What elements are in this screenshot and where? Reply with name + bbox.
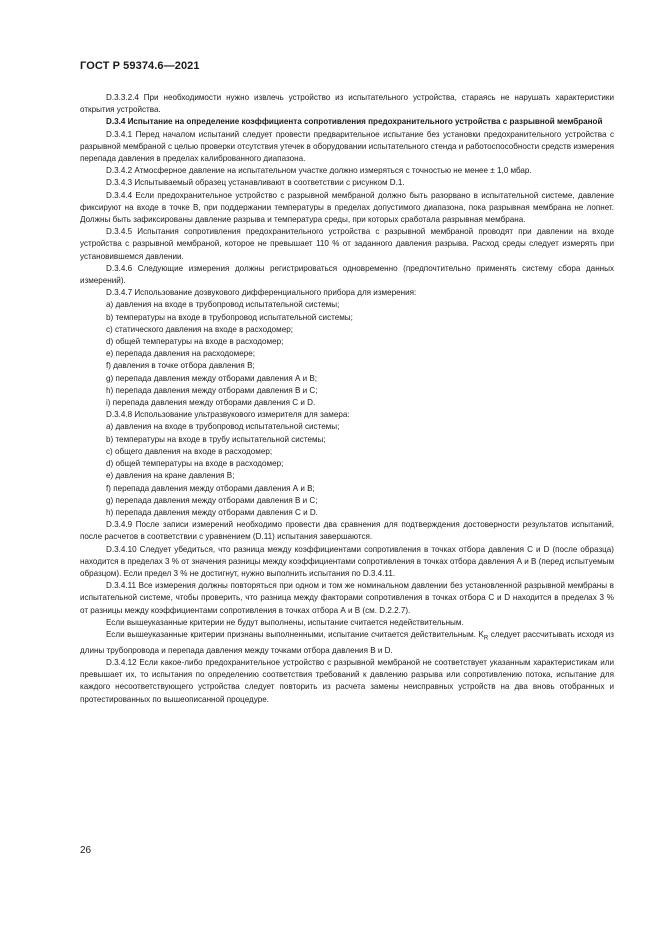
paragraph-d3411: D.3.4.11 Все измерения должны повторяться при одном и том же номинальном давлении без установленной разрывной мембраны в испытательной системе, чтобы проверить, что разница между факторами сопротивления в точках отбора С и D находится в пределах 3 % от разницы между коэффициентами сопротивления в точках отбора А и В (см. D.2.2.7).	[80, 581, 614, 615]
section-heading-d34: D.3.4 Испытание на определение коэффициента сопротивления предохранительного устройства с разрывной мембраной	[106, 117, 603, 127]
paragraph-d343: D.3.4.3 Испытываемый образец устанавливают в соответствии с рисунком D.1.	[106, 178, 405, 188]
paragraph-d344: D.3.4.4 Если предохранительное устройство с разрывной мембраной должно быть разорвано в испытательной системе, давление фиксируют на входе в точке В, при поддержании температуры в пределах допустимого диапазона, пока разрывная мембрана не лопнет. Должны быть зафиксированы давление разрыва и температура среды, при которых сработала разрывная мембрана.	[80, 190, 614, 225]
list-item: g) перепада давления между отборами давления А и В;	[106, 373, 318, 383]
paragraph-d348: D.3.4.8 Использование ультразвукового измерителя для замера:	[106, 410, 350, 420]
list-item: b) температуры на входе в трубопровод испытательной системы;	[106, 312, 353, 322]
page-number: 26	[80, 845, 92, 856]
list-item: b) температуры на входе в трубу испытательной системы;	[106, 434, 326, 444]
list-item: d) общей температуры на входе в расходомер;	[106, 459, 284, 469]
paragraph-d3324: D.3.3.2.4 При необходимости нужно извлечь устройство из испытательного устройства, стараясь не нарушать характеристики открытия устройства.	[80, 93, 614, 115]
list-item: f) перепада давления между отборами давления А и В;	[106, 483, 315, 493]
list-item: c) общего давления на входе в расходомер;	[106, 446, 273, 456]
paragraph-d342: D.3.4.2 Атмосферное давление на испытательном участке должно измеряться с точностью не менее ± 1,0 мбар.	[106, 166, 532, 176]
paragraph-d349: D.3.4.9 После записи измерений необходимо провести два сравнения для подтверждения достоверности результатов испытаний, после расчетов в соответствии с уравнением (D.11) испытания завершаются.	[80, 520, 614, 542]
list-item: e) давления на кране давления В;	[106, 471, 235, 481]
list-item: a) давления на входе в трубопровод испытательной системы;	[106, 422, 340, 432]
paragraph-invalid-criteria: Если вышеуказанные критерии не будут выполнены, испытание считается недействительным.	[106, 617, 464, 627]
list-item: a) давления на входе в трубопровод испытательной системы;	[106, 300, 340, 310]
list-item: c) статического давления на входе в расходомер;	[106, 324, 294, 334]
paragraph-d3412: D.3.4.12 Если какое-либо предохранительное устройство с разрывной мембраной не соответствует указанным характеристикам или превышает их, то испытания по определению соответствия требований к давлению разрыва или сопротивлению потока, испытание для каждого несоответствующего устройства следует повторить из расчета замены неисправных устройств на два вновь отобранных и протестированных по вышеописанной процедуре.	[80, 657, 614, 704]
list-item: d) общей температуры на входе в расходомер;	[106, 337, 284, 347]
valid-criteria-text: Если вышеуказанные критерии признаны выполненными, испытание считается действительным. K	[106, 629, 484, 639]
standard-header: ГОСТ Р 59374.6—2021	[80, 60, 200, 72]
list-item: f) давления в точке отбора давления В;	[106, 361, 255, 371]
list-item: h) перепада давления между отборами давления С и D.	[106, 507, 318, 517]
measurement-list-subsonic	[80, 299, 614, 409]
paragraph-d341: D.3.4.1 Перед началом испытаний следует провести предварительное испытание без установки предохранительного устройства с разрывной мембраной с целью проверки отсутствия утечек в оборудовании испытательного стенда и работоспособности средств измерения перепада давления в пределах калиброванного диапазона.	[80, 129, 614, 164]
paragraph-d346: D.3.4.6 Следующие измерения должны регистрироваться одновременно (предпочтительно применять систему сбора данных измерений).	[80, 263, 614, 286]
paragraph-valid-criteria	[80, 629, 614, 657]
valid-criteria-text-cont: следует рассчитывать исходя из длины трубопровода и перепада давления между точками отбора давления В и D.	[80, 629, 614, 655]
kr-subscript: R	[483, 635, 489, 642]
list-item: e) перепада давления на расходомере;	[106, 349, 255, 359]
measurement-list-ultrasonic	[80, 421, 614, 519]
paragraph-d3410: D.3.4.10 Следует убедиться, что разница между коэффициентами сопротивления в точках отбора давления С и D (после образца) находится в пределах 3 % от значения разницы между коэффициентами сопротивления в точках отбора давления А и В (перед испытуемым образцом). Если предел 3 % не достигнут, нужно выполнить испытания по D.3.4.11.	[80, 544, 615, 578]
list-item: g) перепада давления между отборами давления В и С;	[106, 495, 318, 505]
paragraph-d347: D.3.4.7 Использование дозвукового дифференциального прибора для измерения:	[106, 288, 417, 298]
paragraph-d345: D.3.4.5 Испытания сопротивления предохранительного устройства с разрывной мембраной проводят при давлении на входе устройства с разрывной мембраной, которое не превышает 110 % от заданного давления разрыва. Расход среды следует измерять при установившемся давлении.	[80, 227, 614, 261]
list-item: h) перепада давления между отборами давления В и С;	[106, 385, 318, 395]
list-item: i) перепада давления между отборами давления С и D.	[106, 398, 316, 408]
document-body	[80, 92, 614, 706]
